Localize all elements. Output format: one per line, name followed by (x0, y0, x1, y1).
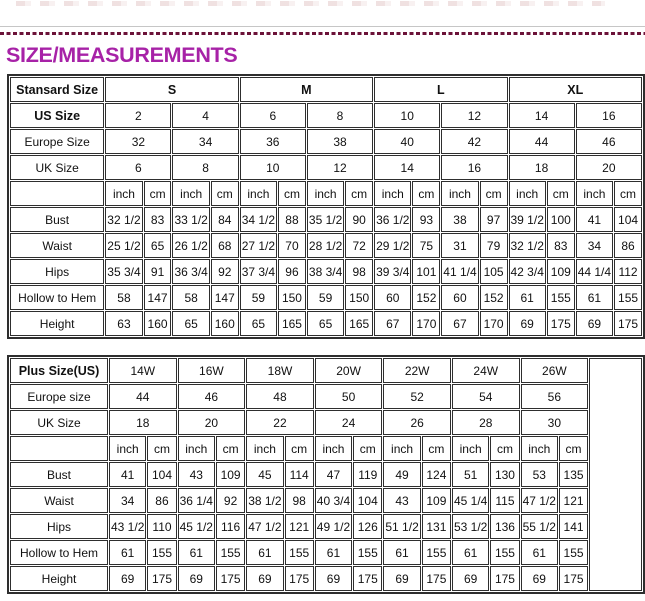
unit-header: inch (240, 181, 277, 206)
measurement-value-cell: 34 (109, 488, 146, 513)
measurement-value-cell: 65 (240, 311, 277, 336)
measurement-value-cell: 61 (452, 540, 489, 565)
unit-header: cm (345, 181, 373, 206)
size-value-cell: 34 (172, 129, 238, 154)
measurement-value-cell: 110 (147, 514, 176, 539)
unit-header: cm (614, 181, 642, 206)
measurement-value-cell: 160 (211, 311, 239, 336)
size-group-header: 18W (246, 358, 314, 383)
table-row (10, 155, 642, 180)
measurement-value-cell: 165 (345, 311, 373, 336)
measurement-value-cell: 147 (211, 285, 239, 310)
measurement-value-cell: 69 (109, 566, 146, 591)
size-value-cell: 56 (521, 384, 589, 409)
measurement-value-cell: 155 (216, 540, 245, 565)
measurement-value-cell: 121 (559, 488, 588, 513)
measurement-value-cell: 175 (353, 566, 382, 591)
row-label: Bust (10, 462, 108, 487)
measurement-value-cell: 67 (441, 311, 478, 336)
measurement-value-cell: 41 (576, 207, 613, 232)
unit-header: cm (216, 436, 245, 461)
measurement-value-cell: 49 1/2 (315, 514, 352, 539)
measurement-value-cell: 43 1/2 (109, 514, 146, 539)
row-label: Height (10, 566, 108, 591)
measurement-value-cell: 45 (246, 462, 283, 487)
dashed-separator (0, 32, 645, 35)
measurement-value-cell: 28 1/2 (307, 233, 344, 258)
measurement-value-cell: 53 (521, 462, 558, 487)
table-corner-label: Plus Size(US) (10, 358, 108, 383)
size-value-cell: 44 (509, 129, 575, 154)
table-row (10, 566, 642, 591)
measurement-value-cell: 83 (547, 233, 575, 258)
measurement-value-cell: 38 3/4 (307, 259, 344, 284)
table-row (10, 311, 642, 336)
table-row (10, 540, 642, 565)
table-row (10, 285, 642, 310)
measurement-value-cell: 141 (559, 514, 588, 539)
measurement-value-cell: 96 (278, 259, 306, 284)
measurement-value-cell: 116 (216, 514, 245, 539)
measurement-value-cell: 155 (353, 540, 382, 565)
size-value-cell: 50 (315, 384, 383, 409)
measurement-value-cell: 104 (614, 207, 642, 232)
table-row (10, 77, 642, 102)
unit-header: inch (452, 436, 489, 461)
size-value-cell: 10 (374, 103, 440, 128)
measurement-value-cell: 47 1/2 (246, 514, 283, 539)
size-value-cell: 12 (441, 103, 507, 128)
size-value-cell: 2 (105, 103, 171, 128)
size-value-cell: 48 (246, 384, 314, 409)
unit-header: inch (105, 181, 142, 206)
measurement-value-cell: 175 (216, 566, 245, 591)
size-group-header: 20W (315, 358, 383, 383)
row-label: Waist (10, 233, 104, 258)
table-row (10, 103, 642, 128)
unit-header: inch (246, 436, 283, 461)
measurement-value-cell: 51 (452, 462, 489, 487)
measurement-value-cell: 60 (441, 285, 478, 310)
measurement-value-cell: 65 (144, 233, 172, 258)
measurement-value-cell: 115 (490, 488, 519, 513)
measurement-value-cell: 61 (521, 540, 558, 565)
row-label: Hips (10, 259, 104, 284)
measurement-value-cell: 34 1/2 (240, 207, 277, 232)
empty-cell (589, 358, 642, 591)
unit-header: inch (178, 436, 215, 461)
size-group-header: 26W (521, 358, 589, 383)
measurement-value-cell: 109 (422, 488, 451, 513)
measurement-value-cell: 100 (547, 207, 575, 232)
measurement-value-cell: 61 (383, 540, 420, 565)
measurement-value-cell: 175 (490, 566, 519, 591)
table-row (10, 259, 642, 284)
measurement-value-cell: 32 1/2 (509, 233, 546, 258)
size-value-cell: 8 (307, 103, 373, 128)
measurement-value-cell: 61 (109, 540, 146, 565)
measurement-value-cell: 84 (211, 207, 239, 232)
measurement-value-cell: 79 (480, 233, 508, 258)
size-value-cell: 14 (374, 155, 440, 180)
size-value-cell: 46 (178, 384, 246, 409)
size-value-cell: 14 (509, 103, 575, 128)
size-value-cell: 28 (452, 410, 520, 435)
size-value-cell: 20 (178, 410, 246, 435)
measurement-value-cell: 70 (278, 233, 306, 258)
measurement-value-cell: 160 (144, 311, 172, 336)
table-row (10, 384, 642, 409)
table-row (10, 129, 642, 154)
size-value-cell: 24 (315, 410, 383, 435)
measurement-value-cell: 126 (353, 514, 382, 539)
measurement-value-cell: 121 (285, 514, 314, 539)
row-label: UK Size (10, 410, 108, 435)
size-value-cell: 54 (452, 384, 520, 409)
measurement-value-cell: 27 1/2 (240, 233, 277, 258)
unit-header: inch (307, 181, 344, 206)
measurement-value-cell: 45 1/4 (452, 488, 489, 513)
measurement-value-cell: 155 (490, 540, 519, 565)
measurement-value-cell: 75 (412, 233, 440, 258)
measurement-value-cell: 34 (576, 233, 613, 258)
measurement-value-cell: 83 (144, 207, 172, 232)
page-title: SIZE/MEASUREMENTS (6, 43, 238, 67)
table-row (10, 358, 642, 383)
size-value-cell: 20 (576, 155, 642, 180)
measurement-value-cell: 49 (383, 462, 420, 487)
measurement-value-cell: 26 1/2 (172, 233, 209, 258)
measurement-value-cell: 88 (278, 207, 306, 232)
size-value-cell: 26 (383, 410, 451, 435)
measurement-value-cell: 124 (422, 462, 451, 487)
size-value-cell: 44 (109, 384, 177, 409)
measurement-value-cell: 36 1/4 (178, 488, 215, 513)
measurement-value-cell: 155 (614, 285, 642, 310)
size-group-header: S (105, 77, 238, 102)
size-value-cell: 8 (172, 155, 238, 180)
unit-corner-cell (10, 436, 108, 461)
measurement-value-cell: 155 (422, 540, 451, 565)
measurement-value-cell: 72 (345, 233, 373, 258)
row-label: Waist (10, 488, 108, 513)
unit-header: cm (412, 181, 440, 206)
measurement-value-cell: 130 (490, 462, 519, 487)
measurement-value-cell: 112 (614, 259, 642, 284)
measurement-value-cell: 119 (353, 462, 382, 487)
unit-header: cm (490, 436, 519, 461)
table-row (10, 410, 642, 435)
table-row (10, 488, 642, 513)
measurement-value-cell: 91 (144, 259, 172, 284)
size-value-cell: 38 (307, 129, 373, 154)
measurement-value-cell: 61 (576, 285, 613, 310)
size-group-header: 22W (383, 358, 451, 383)
measurement-value-cell: 136 (490, 514, 519, 539)
measurement-value-cell: 69 (315, 566, 352, 591)
unit-header: cm (353, 436, 382, 461)
size-value-cell: 18 (509, 155, 575, 180)
measurement-value-cell: 58 (105, 285, 142, 310)
measurement-value-cell: 47 1/2 (521, 488, 558, 513)
measurement-value-cell: 29 1/2 (374, 233, 411, 258)
measurement-value-cell: 155 (559, 540, 588, 565)
measurement-value-cell: 37 3/4 (240, 259, 277, 284)
measurement-value-cell: 155 (547, 285, 575, 310)
measurement-value-cell: 45 1/2 (178, 514, 215, 539)
measurement-value-cell: 61 (246, 540, 283, 565)
measurement-value-cell: 51 1/2 (383, 514, 420, 539)
size-group-header: M (240, 77, 373, 102)
measurement-value-cell: 67 (374, 311, 411, 336)
measurement-value-cell: 25 1/2 (105, 233, 142, 258)
size-group-header: L (374, 77, 507, 102)
measurement-value-cell: 35 3/4 (105, 259, 142, 284)
row-label: Height (10, 311, 104, 336)
size-group-header: 14W (109, 358, 177, 383)
unit-header: inch (576, 181, 613, 206)
measurement-value-cell: 109 (216, 462, 245, 487)
row-label: Hollow to Hem (10, 285, 104, 310)
measurement-value-cell: 69 (576, 311, 613, 336)
unit-header: cm (422, 436, 451, 461)
unit-header: inch (521, 436, 558, 461)
table-row (10, 207, 642, 232)
size-group-header: 16W (178, 358, 246, 383)
size-value-cell: 42 (441, 129, 507, 154)
measurement-value-cell: 152 (480, 285, 508, 310)
size-group-header: 24W (452, 358, 520, 383)
row-label: Europe size (10, 384, 108, 409)
measurement-value-cell: 39 3/4 (374, 259, 411, 284)
table-row (10, 181, 642, 206)
size-value-cell: 52 (383, 384, 451, 409)
measurement-value-cell: 53 1/2 (452, 514, 489, 539)
measurement-value-cell: 135 (559, 462, 588, 487)
size-value-cell: 36 (240, 129, 306, 154)
measurement-value-cell: 69 (383, 566, 420, 591)
unit-header: cm (559, 436, 588, 461)
unit-header: inch (509, 181, 546, 206)
measurement-value-cell: 69 (246, 566, 283, 591)
measurement-value-cell: 175 (422, 566, 451, 591)
measurement-value-cell: 152 (412, 285, 440, 310)
unit-header: cm (144, 181, 172, 206)
size-value-cell: 6 (105, 155, 171, 180)
unit-header: inch (315, 436, 352, 461)
size-value-cell: 22 (246, 410, 314, 435)
measurement-value-cell: 170 (412, 311, 440, 336)
table-row (10, 514, 642, 539)
size-value-cell: 10 (240, 155, 306, 180)
row-label: Hips (10, 514, 108, 539)
measurement-value-cell: 155 (147, 540, 176, 565)
measurement-value-cell: 109 (547, 259, 575, 284)
measurement-value-cell: 114 (285, 462, 314, 487)
measurement-value-cell: 47 (315, 462, 352, 487)
measurement-value-cell: 175 (547, 311, 575, 336)
measurement-value-cell: 32 1/2 (105, 207, 142, 232)
measurement-value-cell: 105 (480, 259, 508, 284)
size-value-cell: 30 (521, 410, 589, 435)
measurement-value-cell: 36 3/4 (172, 259, 209, 284)
measurement-value-cell: 69 (452, 566, 489, 591)
row-label: Hollow to Hem (10, 540, 108, 565)
measurement-value-cell: 61 (315, 540, 352, 565)
measurement-value-cell: 147 (144, 285, 172, 310)
measurement-value-cell: 43 (383, 488, 420, 513)
table-row (10, 233, 642, 258)
measurement-value-cell: 69 (521, 566, 558, 591)
measurement-value-cell: 97 (480, 207, 508, 232)
measurement-value-cell: 150 (278, 285, 306, 310)
measurement-value-cell: 86 (614, 233, 642, 258)
unit-header: cm (211, 181, 239, 206)
separator-line (0, 26, 645, 27)
measurement-value-cell: 38 1/2 (246, 488, 283, 513)
unit-header: inch (109, 436, 146, 461)
measurement-value-cell: 43 (178, 462, 215, 487)
unit-header: cm (147, 436, 176, 461)
measurement-value-cell: 38 (441, 207, 478, 232)
unit-header: cm (547, 181, 575, 206)
measurement-value-cell: 90 (345, 207, 373, 232)
measurement-value-cell: 150 (345, 285, 373, 310)
unit-corner-cell (10, 181, 104, 206)
row-label: US Size (10, 103, 104, 128)
table-row (10, 436, 642, 461)
measurement-value-cell: 175 (285, 566, 314, 591)
measurement-value-cell: 175 (614, 311, 642, 336)
measurement-value-cell: 69 (178, 566, 215, 591)
size-value-cell: 16 (441, 155, 507, 180)
unit-header: cm (285, 436, 314, 461)
measurement-value-cell: 65 (172, 311, 209, 336)
measurement-value-cell: 31 (441, 233, 478, 258)
unit-header: inch (383, 436, 420, 461)
measurement-value-cell: 55 1/2 (521, 514, 558, 539)
unit-header: inch (172, 181, 209, 206)
measurement-value-cell: 63 (105, 311, 142, 336)
measurement-value-cell: 104 (353, 488, 382, 513)
size-value-cell: 46 (576, 129, 642, 154)
row-label: UK Size (10, 155, 104, 180)
measurement-value-cell: 65 (307, 311, 344, 336)
unit-header: cm (278, 181, 306, 206)
measurement-value-cell: 36 1/2 (374, 207, 411, 232)
unit-header: inch (441, 181, 478, 206)
measurement-value-cell: 41 (109, 462, 146, 487)
measurement-value-cell: 175 (559, 566, 588, 591)
size-value-cell: 18 (109, 410, 177, 435)
unit-header: cm (480, 181, 508, 206)
size-value-cell: 6 (240, 103, 306, 128)
standard-size-table (7, 74, 645, 339)
size-value-cell: 40 (374, 129, 440, 154)
measurement-value-cell: 175 (147, 566, 176, 591)
measurement-value-cell: 61 (509, 285, 546, 310)
measurement-value-cell: 39 1/2 (509, 207, 546, 232)
measurement-value-cell: 131 (422, 514, 451, 539)
measurement-value-cell: 42 3/4 (509, 259, 546, 284)
measurement-value-cell: 60 (374, 285, 411, 310)
measurement-value-cell: 58 (172, 285, 209, 310)
unit-header: inch (374, 181, 411, 206)
measurement-value-cell: 44 1/4 (576, 259, 613, 284)
size-value-cell: 16 (576, 103, 642, 128)
size-value-cell: 4 (172, 103, 238, 128)
measurement-value-cell: 93 (412, 207, 440, 232)
row-label: Europe Size (10, 129, 104, 154)
measurement-value-cell: 59 (307, 285, 344, 310)
measurement-value-cell: 92 (211, 259, 239, 284)
table-row (10, 462, 642, 487)
measurement-value-cell: 68 (211, 233, 239, 258)
measurement-value-cell: 101 (412, 259, 440, 284)
size-value-cell: 32 (105, 129, 171, 154)
row-label: Bust (10, 207, 104, 232)
measurement-value-cell: 35 1/2 (307, 207, 344, 232)
measurement-value-cell: 104 (147, 462, 176, 487)
measurement-value-cell: 165 (278, 311, 306, 336)
table-corner-label: Stansard Size (10, 77, 104, 102)
measurement-value-cell: 92 (216, 488, 245, 513)
measurement-value-cell: 155 (285, 540, 314, 565)
measurement-value-cell: 41 1/4 (441, 259, 478, 284)
cut-off-text-remnant (16, 1, 605, 6)
measurement-value-cell: 69 (509, 311, 546, 336)
plus-size-table (7, 355, 645, 594)
measurement-value-cell: 98 (285, 488, 314, 513)
size-group-header: XL (509, 77, 643, 102)
measurement-value-cell: 86 (147, 488, 176, 513)
measurement-value-cell: 170 (480, 311, 508, 336)
measurement-value-cell: 98 (345, 259, 373, 284)
size-value-cell: 12 (307, 155, 373, 180)
measurement-value-cell: 40 3/4 (315, 488, 352, 513)
measurement-value-cell: 33 1/2 (172, 207, 209, 232)
measurement-value-cell: 61 (178, 540, 215, 565)
measurement-value-cell: 59 (240, 285, 277, 310)
